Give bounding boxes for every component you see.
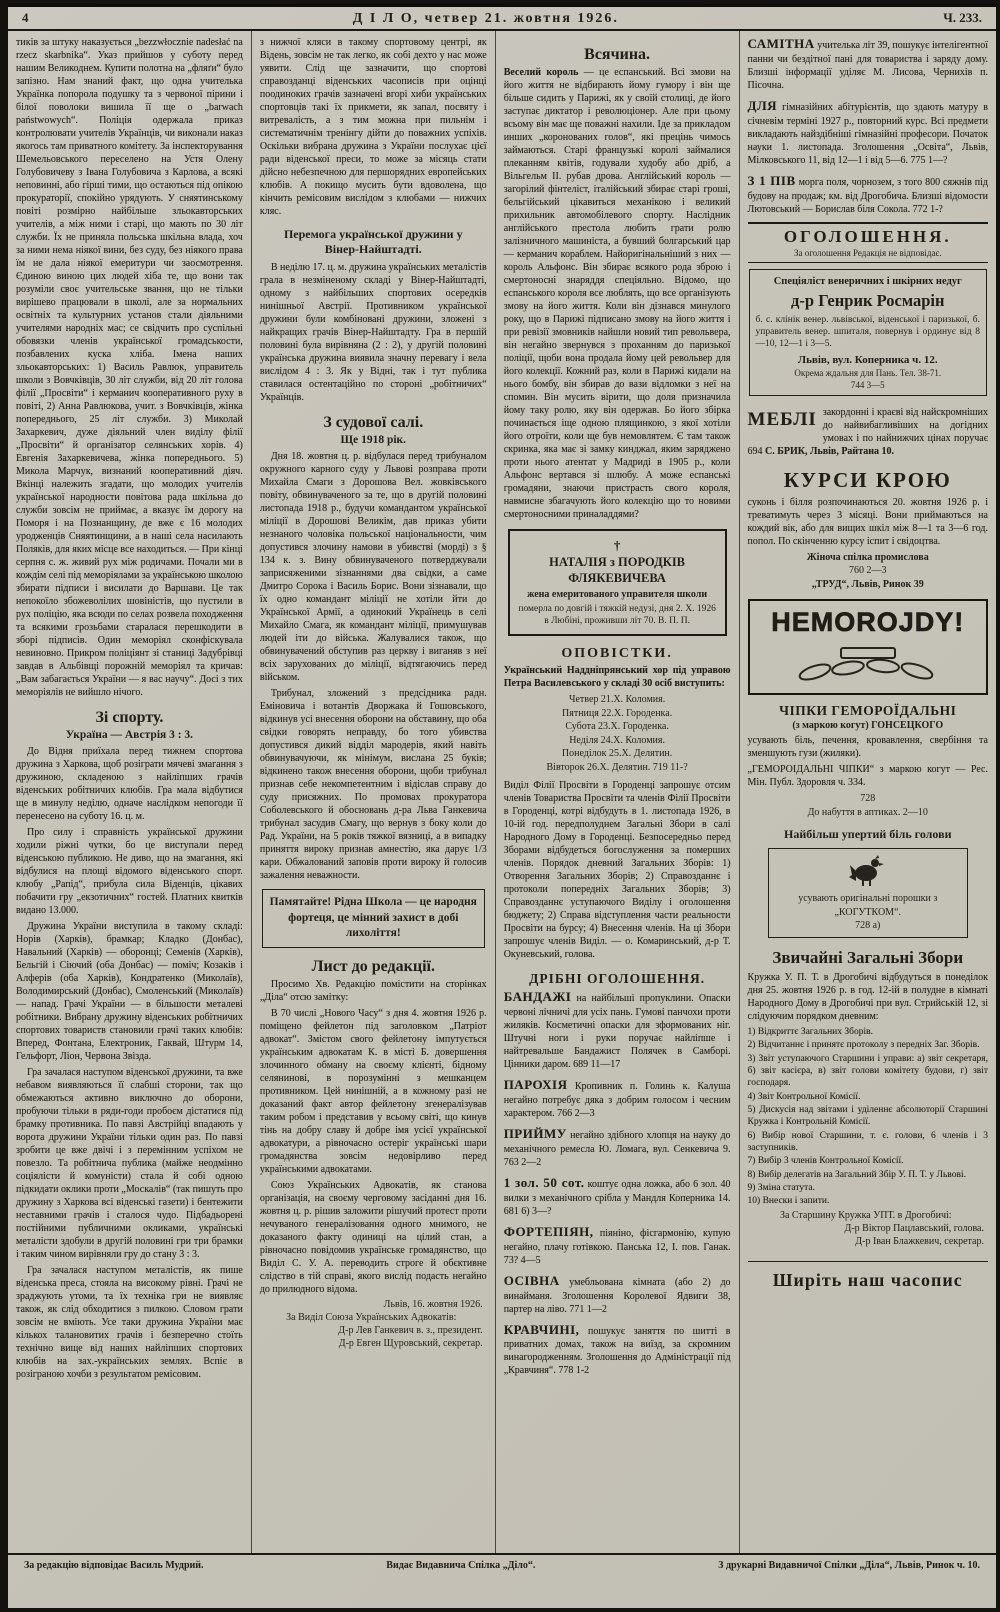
agenda-item: 6) Вибір нової Старшини, т. є. голови, 6 членів і 3 заступників. xyxy=(747,1130,988,1153)
hemorojdy-display-text: HEMOROJDY! xyxy=(771,607,965,638)
victory-paragraph: В неділю 17. ц. м. дружина українських металістів грала в незміненому складі у Вінер-Найштадті, одному з найбільших спортових осередків нинішньої Австрії. Противником української дружини були комбіновані дружини, зложені з найкращих грачів Вінер-Найштадту. Гра в першій половині була вирівняна (2 : 2), у другій половині українська дружина виявила значну перевагу і вела вислідом 4 : 3. Як у Відні, так і тут публика ставилася остентаційно по стороні „робітничих“ Українців. xyxy=(259,262,487,403)
letter-place-date: Львів, 16. жовтня 1926. xyxy=(383,1298,483,1310)
agenda-item: 3) Звіт уступаючого Старшини і управи: а) звіт секретаря, б) звіт касієра, в) звіт голови комітету будови, г) звіт господаря. xyxy=(747,1053,988,1089)
rooster-icon xyxy=(848,853,888,887)
classified-lead: ФОРТЕПІЯН, xyxy=(503,1223,594,1239)
miscellany-section-heading: Всячина. xyxy=(584,46,651,63)
choir-schedule-line: Пятниця 22.X. Городенка. xyxy=(562,707,673,719)
classified-lead: ДЛЯ xyxy=(747,97,778,113)
hemorojdy-ad-box xyxy=(748,599,988,695)
miscellany-lead: Веселий король xyxy=(503,67,579,78)
classified-lead: ПРИЙМУ xyxy=(503,1125,567,1141)
ad-reference-number: 728 а) xyxy=(855,920,881,932)
article-continued-text: тиків за штуку наказується „bezzwłocznie nadesłać na rzecz skarbnika“. Указ прийшов у суботу перед нашим Великоднем. Купити полотна на „фляґи“ було запізно. Нам знаний факт, що одна учителька Українка попорола подушку та з червоної пірини і білої поволоки вишила її ще о „barwach państwowych“. Поліція одержала приказ контролювати учителів Українців, чи виконали наказ якогось там приватного комітету. За інспекторування Шемельовського переселено на Устя Олену Голубовичеву з Івана Голубовича з Карлова, а всякі неповинні, або гірші тими, що остаються під опікою прокураторії, спокійно урядують. У сняятинському повіті розмірно найбільше зльокавторських учителів, а між ними і старі, що мають по 30 літ служби. Їх не приняла польська шкільна влада, хоч за ними нема ніякої вини, без суду, без ніякого права їм не дала ніякої емеритури чи заосмотрення. Єдиною виною цих людей хіба те, що вони так розуміли своє учительське звання, що не тільки вирішево працювали в школі, але за нормальних освітніх та культурних установ стали діяльними учителями народніх мас; се свідчить про суспільні обовязки членів української громадськости, позбавлених куска хліба. Імена наших зльокавторських: 1) Василь Равлюк, управитель школи з Вовчківців, 30 літ служби, від 20 літ голова філії „Просвіти“ і керманич кооперативного руху в повіті, 2) Анна Равлюкова, учит. з Вовчківців, жінка попереднього, 25 літ служби. 3) Миколай Захаркевич, дуже діяльний член виділу філії „Просвіти“ й організатор селянських хорів. 4) Евгенія Захаркевичева, жінка попереднього. 5) Микола Марчук, визнаний кооперативний діяч. Вкінці належить згадати, що молодих учителів української народности повітова рада шкільна до служби зовсім не приймає, а вказує їм дорогу на Поморя і на Познанщину, де вже є 16 молодих уродженців Сняятинщини, а в наші села насилають Поляків, для яких місце все находиться. — При кінці серпня с. ж. живий рух між родичами. Почали ми в кождім селі під меморіялами за українською школою збирати підписи і висилати до Варшави. Це так непокоїло збожеволілих шовіністів, що пустили в рух поліцію, яка всюди по селах розвела походження та всякими грозьбами старалася перешкодити в зборі підписів. Один меморіял сконфіскувала невиновно. Прикром поліціянт зі станиці Задубрівці завдав в Альбівщі порожній меморіял та кричав: „Вам забагається України — я вас научу“. Досі з тих меморіялів не вийшло нічого. xyxy=(16,37,243,698)
court-subheading: Ще 1918 рік. xyxy=(340,434,407,446)
classified-lead: ПАРОХІЯ xyxy=(503,1077,568,1093)
classified-ad xyxy=(504,1126,731,1169)
letter-section-heading: Лист до редакції. xyxy=(311,957,435,975)
general-meeting-title: Звичайні Загальні Збори xyxy=(772,947,964,967)
letter-signature: Д-р Евген Щуровський, секретар. xyxy=(338,1337,483,1349)
classified-ad xyxy=(504,1322,731,1378)
furniture-ad-title: МЕБЛІ xyxy=(747,408,817,430)
furniture-vendor: С. БРИК, Львів, Райтана 10. xyxy=(765,445,894,457)
letter-paragraph: Союз Українських Адвокатів, як станова організація, на своєму черговому засіданні дня 16. жовтня ц. р. рішив заложити рішучий протест проти нечуваного генералізовання одного мнимого, не доказаного факту одиниці на цілий стан, а рівночасно повідомив українське громадянство, що Виділ С. У. А. переводить строге й обєктивне слідство в тій справі, якого вислід подасть негайно до прилюдного відома. xyxy=(259,1179,487,1295)
sewing-course-vendor: „ТРУД“, Львів, Ринок 39 xyxy=(811,578,924,590)
obituary-role: жена емеритованого управителя школи xyxy=(527,588,708,600)
advertisements-heading: ОГОЛОШЕННЯ. xyxy=(783,226,952,246)
obituary-name-line: НАТАЛІЯ з ПОРОДКІВ xyxy=(549,555,686,569)
furniture-ad xyxy=(748,406,988,458)
agenda-item: 7) Вибір 3 членів Контрольної Комісії. xyxy=(747,1156,904,1167)
agenda-item: 2) Відчитаннє і принятє протоколу з передніх Заг. Зборів. xyxy=(747,1040,980,1051)
column-3 xyxy=(496,31,740,1553)
sport-continued-text: з нижчої кляси в такому спортовому центрі, як Відень, зовсім не так легко, як собі дехто у нас може уявити. Слід ще зазначити, що спортові справозданці віденських часописів при оцінці поодиноких грачів зазначені вгорі хиби українських спортовців такі їх прикмети, як запал, посвяту і витревалість, а з тим можна при пильнім і систематичнім тренінгу дійти до поважних успіхів. Оскільки вибрана дружина з України послухає цієї ради віденської преси, то може за місяць стати дійсно небезпечною для першорядних европейських клюбів. А покищо мусить бути вдоволена, що кінчить ремісовим вислідом з клюбами — нижчих кляс. xyxy=(259,37,487,217)
chipky-availability-note: До набуття в аптиках. 2—10 xyxy=(807,806,928,818)
sewing-course-title: КУРСИ КРОЮ xyxy=(783,467,952,492)
miscellany-article xyxy=(504,66,731,521)
top-classified-ad xyxy=(748,173,988,216)
general-meeting-intro: Кружка У. П. Т. в Дрогобичі відбудуться в понеділок дня 25. жовтня 1926 р. в год. 12-ій в полудне в кімнаті Народного Дому в Дрогобичі при вул. Стрийській 12, зі слідуючим порядком дневним: xyxy=(747,971,988,1022)
columns-container xyxy=(8,31,996,1555)
classified-ad xyxy=(504,1224,731,1267)
headache-ad-text: усувають оригінальні порошки з „КОГУТКОМ“. xyxy=(798,893,938,918)
top-classified-ad xyxy=(748,36,988,92)
doctor-rosmarin-ad xyxy=(749,269,987,396)
masthead xyxy=(8,7,996,31)
printer-credit: З друкарні Видавничої Спілки „Діла“, Львів, Ринок ч. 10. xyxy=(718,1560,980,1571)
imprint-footer xyxy=(8,1555,996,1576)
doctor-specialty: Спеціяліст венеричних і шкірних недуг xyxy=(773,275,962,287)
sewing-course-org: Жіноча спілка промислова xyxy=(806,551,929,563)
classified-text: піяніно, фісгармонію, купую негайно, плачу готівкою. Панська 12, І. пов. Ганак. 73? 4—5 xyxy=(503,1227,731,1266)
ad-reference-number: 744 3—5 xyxy=(850,379,885,390)
classified-lead: З 1 ПІВ xyxy=(747,172,796,188)
letter-paragraph: Просимо Хв. Редакцію помістити на сторінках „Діла“ отсю замітку: xyxy=(259,978,487,1003)
classified-ad xyxy=(504,1077,731,1120)
newspaper-title: Д І Л О, четвер 21. жовтня 1926. xyxy=(352,11,619,26)
choir-announcement-intro: Український Наддніпрянський хор під управою Петра Василевського у складі 30 осіб виступить: xyxy=(503,665,731,690)
cross-icon: † xyxy=(613,538,621,553)
column-1 xyxy=(8,31,252,1553)
ad-reference-number: 728 xyxy=(860,793,876,805)
classified-text: умебльована кімната (або 2) до винайманя. Зголошення Королевої Ядвиги 38, партер на ліво. 771 1—2 xyxy=(503,1276,731,1315)
chipky-ad-registration: „ГЕМОРОІДАЛЬНІ ЧІПКИ“ з маркою когут — Рес. Мін. Публ. Здоровля ч. 334. xyxy=(747,764,988,789)
sport-paragraph: Про силу і справність української дружини ходили ріжні чутки, бо це виступали перед віденською публикою. Не диво, що на змагання, які відбулися на площі відомого віденського спорт. клюбу „Рапід“, прибула сила Віденців, цікавих побачити гру „екзотичних“ гостей. Платних квитків видано 13.000. xyxy=(16,827,243,916)
furniture-ad-text: закордонні і краєві від найскромніших до найвибагливіших на догідних умовах і по найнижчих цінах поручає xyxy=(822,406,988,444)
meeting-signature: Д-р Іван Блажкевич, секретар. xyxy=(855,1235,984,1247)
classified-lead: ОСІВНА xyxy=(503,1272,560,1288)
victory-article-heading: Перемога української дружини у Вінер-Найштадті. xyxy=(283,227,463,256)
classified-text: пошукує заняття по шитті в приватних домах, також на виїзд, за скромним винагородженням. Зголошення до Адміністрації під „Кравчиня“. 778 1-2 xyxy=(503,1325,731,1377)
miscellany-text: — це еспанський. Всі змови на його життя не відбирають йому гумору і він ще більше сидить у Парижі, як у своїй столиці, де його заступає диктатор і революціонер. Але при цьому всьому він має ще поважні нахили. Іде за прикладом инших „коронованих голов“, які прецінь чимось займаються. Старі французькі королі займалися плеканням квітів, годували худобу або дріб, а Вільгельм ІІ. рубав дрова. Англійський король — загорілий фінтеліст, італійський збирає старі гроші, бельгійський цікавиться механікою і великий прихильник автомобілевого спорту. Наслідник англійського престола любить грати ролю залізничного машиніста, а бувший болгарський цар — керманич кораблем. Найоригінальніший з них — король Альфонс. Він збирає всякого рода зброю і смертоносні знаряддя спеціяльно. Відомо, що еспанського короля все люблять, що все організують змову на його життя. Коли він дізнався минулого року, що в Парижі підписано змову на його життя і при ревізії змовників найшли новий тип револьвера, він негайно звернувся з проханням до паризької поліції, щоби вона продала йому цей револьвер для його колекції. Кожний раз, коли в Парижі кидали на нього бомбу, він збирав до вази відломки з неї на спомин. Він мусить вірити, що доля призначила йому таку ролю, яку він одержав. Бо його збірка починається іще одною плящинкою, з якої хотіли його отроїти, коли ще був немовлятем. Є там також скринка, яка має зі замку кинджал, яким заряджено проти нього атентат у Мадриді в 1905 р., коли Альфонс вертався зі шлюбу. А може еспанські громадяни, знаючи пристрасть свого короля, навмисне збагачують його колекцію що то новими смертоносними приналаддями? xyxy=(503,67,731,520)
newspaper-page xyxy=(8,4,996,1608)
classified-text: гімназійних абітурієнтів, що здають матуру в січневім терміні 1927 р., повторний курс. Всі предмети викладають найздібніші гімназійні професори. Початок науки 1. листопада. Зголошення „Освіта“, Львів, Мілковського 11, від 12—1 і від 5—6. 775 1—? xyxy=(747,101,988,166)
classified-lead: САМІТНА xyxy=(747,36,815,51)
sport-paragraph: Дружина України виступила в такому складі: Норів (Харків), брамкар; Кладко (Донбас), Навальний (Харків) — оборонці; Семенів (Харків), Бельгій і Сіючий (оба Донбас) — поміч; Козаків і Алферів (оба Харків), Кондратенко (Миколаїв), Володимирський (Донбас), Смоленський (Миколаїв) — напад. Грачі України — в більшости металеві робітники. Вибрану дружину віденських робітничих спортових товариств становили грачі таких клюбів: Вперед, Фонтана, Електроник, Гаквай, Штурм 14, Гельфорт, Ліон, Червона Звізда. xyxy=(16,921,243,1062)
classified-text: на найбільші пропуклини. Опаски червоні лічничі для усіх пань. Гумові панчохи проти жиляків. Косметичні опаски для зформованих ніг. Штучні ноги і руки поручає найліпше і найтревальше Бандажист Полячек в Самборі. Цінники даром. 689 11—17 xyxy=(503,993,731,1071)
classified-text: Кропивник п. Голинь к. Калуша негайно потребує дяка з добрим голосом і чесним характером. 766 2—3 xyxy=(503,1081,731,1119)
sewing-course-text: суконь і білля розпочинаються 20. жовтня 1926 р. і треватимуть через 3 місяці. Вони приймаються на кождий вік, або для вищих шкіл між 8—1 та 3—6 год. попол. По скінченню курсу іспит і свідоцтва. xyxy=(747,496,988,547)
classified-ad xyxy=(504,1175,731,1218)
publisher-credit: Видає Видавнича Спілка „Діло“. xyxy=(386,1560,536,1571)
meeting-signature: Д-р Віктор Пацлавський, голова. xyxy=(844,1222,984,1234)
agenda-item: 1) Відкриттє Загальних Зборів. xyxy=(747,1026,873,1037)
column-4 xyxy=(740,31,996,1553)
doctor-address: Львів, вул. Коперника ч. 12. xyxy=(797,353,938,366)
suppositories-illustration xyxy=(793,642,943,688)
top-classified-ad xyxy=(748,98,988,167)
advertisements-band xyxy=(748,222,988,263)
classified-text: коштує одна ложка, або 6 зол. 40 вилки з механічного срібла у Мандля Коперника 14. 681 6) 3—? xyxy=(503,1178,731,1217)
ad-reference-number: 694 xyxy=(747,445,763,457)
headache-ad-lead: Найбільш упертий біль голови xyxy=(784,827,952,842)
issue-number: Ч. 233. xyxy=(943,10,982,25)
classified-ad xyxy=(504,989,731,1071)
agenda-item: 5) Дискусія над звітами і уділеннє абсолюторії Старшині Кружка і Контрольній Комісії. xyxy=(747,1104,988,1128)
sport-paragraph: До Відня приїхала перед тижнем спортова дружина з Харкова, щоб розіграти мячеві змагання з дружиною, складеною з найліпших грачів віденських робітничих клюбів. Гра мала відбутися ще в минулу неділю, одначе наслідком непогоди її перенесено на суботу 16. ц. м. xyxy=(16,746,243,822)
choir-schedule-line: Субота 23.X. Городенка. xyxy=(565,721,669,733)
letter-signature: Д-р Лев Ганкевич в. з., президент. xyxy=(338,1324,483,1336)
letter-organization: За Виділ Союза Українських Адвокатів: xyxy=(286,1311,457,1323)
ad-reference-number: 760 2—3 xyxy=(849,565,887,577)
sport-paragraph: Гра зачалася наступом віденської дружини, та вже небавом виявляються її слабші сторони, так що обмежаються активно виключно до оборони, пробуючи тільки в ряди-годи пробоєм дістатися під брамку противника. По павзі Австрійці впадають у ворота дружини України тільки один раз. По павзі зробити це вже двічі і з перемінним успіхом не повезло. Та робітнича публика (майже неодмінно соціялісти й комуністи) стала й собі одною підкидати оклики проти „Москалів“ (так пишуть про дружину з Харкова всі віденські газети) і бентежити неставними грачів і сталося чудо. Підбадьорені постійними публичними окликами, українські металісти здобули в другій половині гри три брамки і таким чином вирівняли гру до стану 3 : 3. xyxy=(16,1067,243,1260)
advertisements-disclaimer: За оголошення Редакція не відповідає. xyxy=(793,247,942,258)
classified-text: учителька літ 39, пошукує інтелігентної панни чи бездітної пані для товариства і заряду дому. Близші інформації уділяє М. Лисова, Чернихів п. Пісочна. xyxy=(747,40,988,91)
spread-newspaper-slogan: Ширіть наш часопис xyxy=(748,1261,988,1291)
sport-section-heading: Зі спорту. xyxy=(95,709,164,726)
doctor-name: д-р Генрик Росмарін xyxy=(791,290,945,310)
court-paragraph: Дня 18. жовтня ц. р. відбулася перед трибуналом окружного карного суду у Львові розправа проти Михайла Смаги з Дорошова Вел. жовківського повіту, обвинуваченого за те, що в другій половині листопада 1918 р., будучи командантом української міліції в Дорошові Великім, дав приказ убити незнаного чоловіка польської національности, чим допустився злочину намови в убивстві (морді) з § 134 к. з. Вину обвинуваченого потверджували заприсяженими зізнаннями два свідки, а саме Дмитро Сорока і Василь Борис. Вони зізнавали, що їх одно командант міліції не хотіли йти до Української Армії, а одинокий Українець в селі Михайло Смага, як командант міліції, примушував людей іти до війська. Жалувалися також, що обвинувачений обступив раз церкву і виганяв з неї всіх зарухованих до міліції, відтягаючись перед військом. xyxy=(259,451,487,683)
sport-paragraph: Гра зачалася наступом металістів, як пише віденська преса, стояла на високому рівні. Грачі не зраджують утоми, та їх техніка гри не виявляє також, як слід обходитися з пилкою. Словом грати зовсім не вміють. Усе таки дружина України має кількох талановитих грачів і безперечно стоїть технічно вище від наших найліпших спортових клюбів на зах.-українських землях. Вспіє в розіграною хочби з результатом ремісовим. xyxy=(16,1265,243,1380)
letter-paragraph: В 70 числі „Нового Часу“ з дня 4. жовтня 1926 р. поміщено фейлетон під заголовком „Патріот адвокат“. Змістом свого фейлетону імпутується українським адвокатам К. в місті Б. довершення злочинного обману на своєму клієнті, бідному селянинові, в порозумінні з мешканцем противником. Цей нинішній, а в кожному разі не доказаний факт автор фейлетону згенералізував таким робом і представив у всьому світі, що кинув тінь на добру славу й добре імя усієї української адвокатури, а рівночасно остеріг українські шари громадянства зовсім недовірливо перед українськими адвокатами. xyxy=(259,1007,487,1175)
choir-schedule-line: Четвер 21.X. Коломия. xyxy=(568,694,666,706)
doctor-credentials: б. с. клінік венер. львівської, віденської і паризької, б. управитель венер. шпиталя, повернув і ординує від 8—10, 12—1 і 3—5. xyxy=(755,314,980,350)
court-paragraph: Трибунал, зложений з предсідника радн. Еміновича і вотантів Дворжака й Гошовського, відкинув усі внесення оборони на обставину, що оба свідки говорять неправду, бо того убивства допустився дикий відділ мародерів, який навіть обвинувачуючи, як мінімум, вислана 25 буків; відкинено також внесення оборони, щоби трибунал признав себе некомпетентним і відіслав справу до суду присяжних. По промовах прокуратора Соболевського й обосновань д-ра Льва Ганкевича трибунал засудив Смагу, що вернув з боку коли до Рад. України, на 5 років тяжкої вязниці, а в випадку приняття вироку признав амнестію, яка дарує 1/3 кари. Обжалований заповів проти вироку й голосив зажалення неважности. xyxy=(259,688,487,881)
announcements-heading: ОПОВІСТКИ. xyxy=(561,646,673,662)
rooster-powder-ad-box xyxy=(768,848,968,938)
agenda-item: 4) Звіт Контрольної Комісії. xyxy=(747,1091,861,1102)
editor-credit: За редакцію відповідає Василь Мудрий. xyxy=(24,1560,204,1571)
classified-text: морга поля, чорнозем, з того 800 сяжнів під будову на продаж; км. від Дрогобича. Близші відомости Лютовський — Борислав біля Сокола. 772 1-? xyxy=(747,176,988,215)
doctor-note: Окрема ждальня для Пань. Тел. 38-71. xyxy=(794,367,942,378)
sport-match-subheading: Україна — Австрія 3 : 3. xyxy=(65,729,194,741)
classified-lead: КРАВЧИНІ, xyxy=(503,1321,580,1337)
classified-text: негайно здібного хлопця на науку до механічного ремесла Ю. Ломага, вул. Сенкевича 9. 763 2—2 xyxy=(503,1129,731,1168)
agenda-item: 10) Внески і запити. xyxy=(747,1196,830,1207)
choir-schedule-line: Понеділок 25.X. Делятин. xyxy=(561,748,673,760)
classifieds-heading: ДРІБНІ ОГОЛОШЕННЯ. xyxy=(529,971,706,987)
classified-lead: БАНДАЖІ xyxy=(503,989,572,1005)
chipky-ad-title: ЧІПКИ ГЕМОРОЇДАЛЬНІ xyxy=(779,703,957,719)
ridna-shkola-notice-box: Памятайте! Рідна Школа — це народня фортеця, це мінний захист в добі лихоліття! xyxy=(262,889,485,948)
prosvita-meeting-notice: Виділ Філії Просвіти в Городенці запрошує отсим членів Товариства Просвіти та членів Філії Просвіти в Городенці, котрі відбудуть в 1. листопада 1926, в 10-ій год. передполуднем Загальні Збори в салі Народного Дому в Городенці. Безпосередньо перед Зборами відбудеться богослуження за померших членів. Порядок дневний Загальних Зборів: 1) Отворення Загальних Зборів; 2) Справозданнє і протоколи попередніх Загальних Зборів; 3) Справозданнє уступаючого Виділу і оголошення бюджету; 2) Справа відступлення части реальности Просвіти на бурсу; 4) Внесення членів. На ці Збори запрошує членів Виділ. — о. Комаринський, д-р Т. Окуневський, голова. xyxy=(503,780,731,961)
obituary-text: померла по довгій і тяжкій недузі, дня 2. X. 1926 в Любіні, проживши літ 70. В. П. П. xyxy=(518,603,716,626)
choir-schedule-line: Вівторок 26.X. Делятин. 719 11-? xyxy=(546,761,688,773)
court-section-heading: З судової салі. xyxy=(323,414,424,431)
classified-lead: 1 зол. 50 сот. xyxy=(503,1174,585,1190)
classified-ad xyxy=(504,1273,731,1316)
column-2 xyxy=(252,31,496,1553)
agenda-item: 9) Зміна статута. xyxy=(747,1182,815,1193)
choir-schedule-line: Неділя 24.X. Коломия. xyxy=(569,734,666,746)
chipky-ad-text: усувають біль, печення, кровавлення, свербіння та зменшують гузи (жиляки). xyxy=(747,735,988,760)
agenda-item: 8) Вибір делегатів на Загальний Збір У. П. Т. у Львові. xyxy=(747,1169,966,1180)
obituary-box xyxy=(508,529,727,636)
page-number: 4 xyxy=(22,10,29,25)
obituary-name-line: ФЛЯКЕВИЧЕВА xyxy=(568,571,666,586)
meeting-signature-org: За Старшину Кружка УПТ. в Дрогобичі: xyxy=(779,1209,952,1221)
chipky-ad-subtitle: (з маркою когут) ГОНСЕЦКОГО xyxy=(792,720,944,732)
